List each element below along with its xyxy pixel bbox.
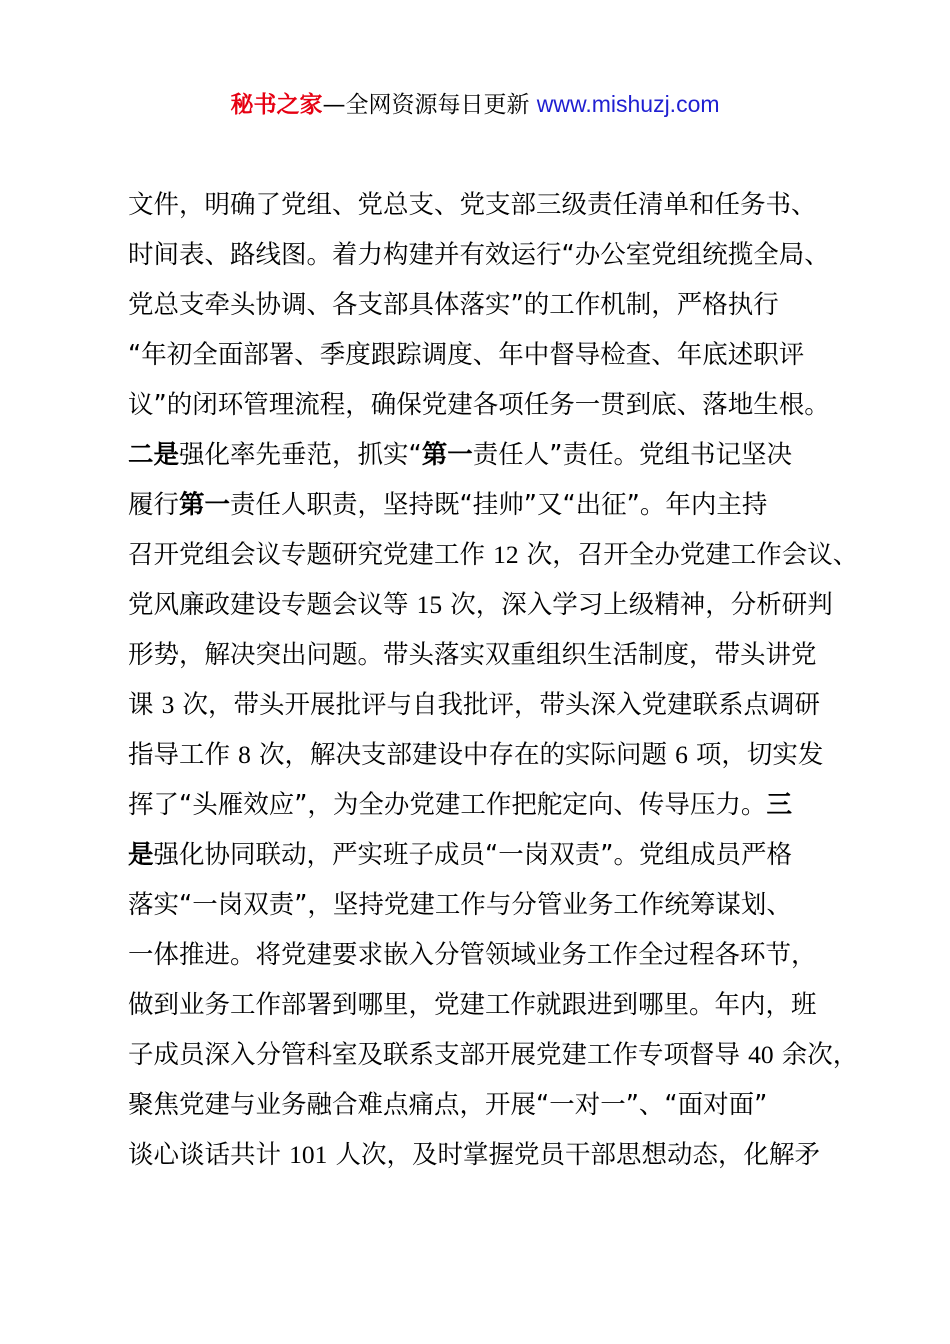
text-line: “年初全面部署、季度跟踪调度、年中督导检查、年底述职评 [128,340,805,370]
text-line: 党总支牵头协调、各支部具体落实”的工作机制，严格执行 [128,290,779,320]
text-run: 履行 [128,490,180,520]
text-run: 指导工作 [128,740,239,770]
number-text: 101 [289,1140,328,1169]
number-text: 15 [416,590,443,619]
text-run: 课 [128,690,162,720]
text-line: 议”的闭环管理流程，确保党建各项任务一贯到底、落地生根。 [128,390,830,420]
text-line [128,430,863,480]
text-line: 落实“一岗双责”，坚持党建工作与分管业务工作统筹谋划、 [128,890,792,920]
text-line: 文件，明确了党组、党总支、党支部三级责任清单和任务书、 [128,190,817,220]
text-line: 一体推进。将党建要求嵌入分管领域业务工作全过程各环节， [128,940,817,970]
header-tagline: —全网资源每日更新 [322,92,537,118]
text-run: 责任人职责，坚持既“挂帅”又“出征”。年内主持 [230,490,768,520]
text-run: 人次，及时掌握党员干部思想动态，化解矛 [327,1140,820,1170]
text-run: 谈心谈话共计 [128,1140,290,1170]
text-line [128,780,863,830]
text-run: 次，深入学习上级精神，分析研判 [442,590,833,620]
text-run: 召开党组会议专题研究党建工作 [128,540,494,570]
text-line [128,480,863,530]
text-line [128,530,863,580]
text-line [128,830,863,880]
page-header [0,88,950,121]
text-run: 强化协同联动，严实班子成员“一岗双责”。党组成员严格 [153,840,792,870]
document-body [128,180,863,1180]
number-text: 8 [238,740,251,769]
text-line [128,680,863,730]
text-line [128,1130,863,1180]
text-run: 次，解决支部建设中存在的实际问题 [250,740,676,770]
text-run: 子成员深入分管科室及联系支部开展党建工作专项督导 [128,1040,749,1070]
bold-text: 是 [128,840,154,870]
text-line [128,580,863,630]
bold-text: 三 [766,790,792,820]
text-line: 形势，解决突出问题。带头落实双重组织生活制度，带头讲党 [128,640,817,670]
site-url[interactable]: www.mishuzj.com [536,91,720,117]
text-line [128,730,863,780]
bold-text: 第一 [421,440,473,470]
text-run: 余次， [773,1040,859,1070]
number-text: 12 [493,540,519,569]
number-text: 3 [161,690,175,719]
number-text: 40 [748,1040,774,1069]
text-run: 项，切实发 [687,740,824,770]
text-line: 做到业务工作部署到哪里，党建工作就跟进到哪里。年内，班 [128,990,817,1020]
text-run: 挥了“头雁效应”，为全办党建工作把舵定向、传导压力。 [128,790,767,820]
bold-text: 第一 [179,490,231,520]
text-line [128,1030,863,1080]
text-run: 责任人”责任。党组书记坚决 [472,440,792,470]
text-run: 强化率先垂范，抓实“ [179,440,422,470]
text-run: 次，带头开展批评与自我批评，带头深入党建联系点调研 [174,690,820,720]
text-line: 时间表、路线图。着力构建并有效运行“办公室党组统揽全局、 [128,240,830,270]
number-text: 6 [675,740,688,769]
text-run: 次，召开全办党建工作会议、 [518,540,859,570]
brand-name: 秘书之家 [230,92,323,118]
bold-text: 二是 [128,440,180,470]
text-line: 聚焦党建与业务融合难点痛点，开展“一对一”、“面对面” [128,1090,768,1120]
text-run: 党风廉政建设专题会议等 [128,590,417,620]
